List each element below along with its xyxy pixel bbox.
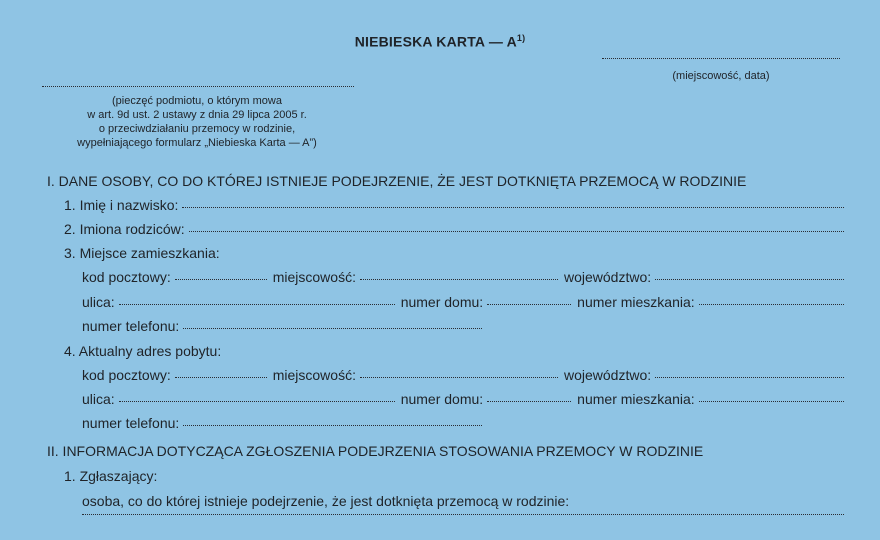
parents-field[interactable]: [189, 231, 844, 232]
city-field[interactable]: [360, 279, 558, 280]
voivodeship-field[interactable]: [655, 279, 844, 280]
stamp-caption-line: o przeciwdziałaniu przemocy w rodzinie,: [98, 123, 296, 135]
reporter-label: 1. Zgłaszający:: [64, 468, 158, 484]
city-label: miejscowość:: [272, 367, 356, 383]
place-date-field[interactable]: [602, 58, 840, 59]
residence-street-row: [82, 294, 844, 310]
reporter-person-row: [82, 493, 844, 509]
reporter-row: [64, 468, 844, 484]
voivodeship-field[interactable]: [655, 377, 844, 378]
house-number-field[interactable]: [487, 401, 571, 402]
phone-label: numer telefonu:: [82, 415, 180, 431]
parents-row: [64, 221, 844, 237]
house-number-label: numer domu:: [400, 294, 484, 310]
place-date-caption: (miejscowość, data): [672, 70, 770, 82]
phone-label: numer telefonu:: [82, 318, 180, 334]
postal-code-label: kod pocztowy:: [82, 269, 171, 285]
current-street-row: [82, 391, 844, 407]
stamp-caption-line: w art. 9d ust. 2 ustawy z dnia 29 lipca 2005 r.: [87, 109, 307, 121]
title-footnote: 1): [516, 33, 526, 43]
voivodeship-label: województwo:: [563, 367, 652, 383]
city-field[interactable]: [360, 377, 558, 378]
residence-row: [64, 245, 844, 261]
city-label: miejscowość:: [272, 269, 356, 285]
name-row: [64, 197, 844, 213]
reporter-person-field[interactable]: [82, 514, 844, 515]
stamp-field[interactable]: [42, 86, 354, 87]
current-phone-row: [82, 415, 482, 431]
reporter-person-line-row: [82, 516, 844, 517]
phone-field[interactable]: [183, 328, 482, 329]
postal-code-field[interactable]: [175, 377, 267, 378]
voivodeship-label: województwo:: [563, 269, 652, 285]
stamp-caption-line: wypełniającego formularz „Niebieska Karta — A”): [77, 137, 317, 149]
apartment-number-label: numer mieszkania:: [577, 391, 695, 407]
current-postal-row: [82, 367, 844, 383]
apartment-number-field[interactable]: [699, 401, 844, 402]
name-field[interactable]: [182, 207, 844, 208]
street-label: ulica:: [82, 391, 115, 407]
postal-code-label: kod pocztowy:: [82, 367, 171, 383]
phone-field[interactable]: [183, 425, 482, 426]
section1-heading: I. DANE OSOBY, CO DO KTÓREJ ISTNIEJE PODEJRZENIE, ŻE JEST DOTKNIĘTA PRZEMOCĄ W RODZINIE: [47, 173, 747, 189]
reporter-person-label: osoba, co do której istnieje podejrzenie, że jest dotknięta przemocą w rodzinie:: [82, 493, 570, 509]
postal-code-field[interactable]: [175, 279, 267, 280]
house-number-label: numer domu:: [400, 391, 484, 407]
current-address-label: 4. Aktualny adres pobytu:: [64, 343, 222, 359]
name-label: 1. Imię i nazwisko:: [64, 197, 179, 213]
apartment-number-field[interactable]: [699, 304, 844, 305]
street-label: ulica:: [82, 294, 115, 310]
form-title-text: NIEBIESKA KARTA — A: [354, 33, 517, 50]
parents-label: 2. Imiona rodziców:: [64, 221, 185, 237]
street-field[interactable]: [119, 401, 395, 402]
stamp-caption-line: (pieczęć podmiotu, o którym mowa: [112, 95, 282, 107]
residence-phone-row: [82, 318, 482, 334]
section2-heading: II. INFORMACJA DOTYCZĄCA ZGŁOSZENIA PODEJRZENIA STOSOWANIA PRZEMOCY W RODZINIE: [47, 443, 704, 459]
stamp-caption: [36, 94, 358, 150]
house-number-field[interactable]: [487, 304, 571, 305]
residence-postal-row: [82, 269, 844, 285]
apartment-number-label: numer mieszkania:: [577, 294, 695, 310]
street-field[interactable]: [119, 304, 395, 305]
current-address-row: [64, 343, 844, 359]
form-title: [0, 33, 880, 50]
residence-label: 3. Miejsce zamieszkania:: [64, 245, 220, 261]
